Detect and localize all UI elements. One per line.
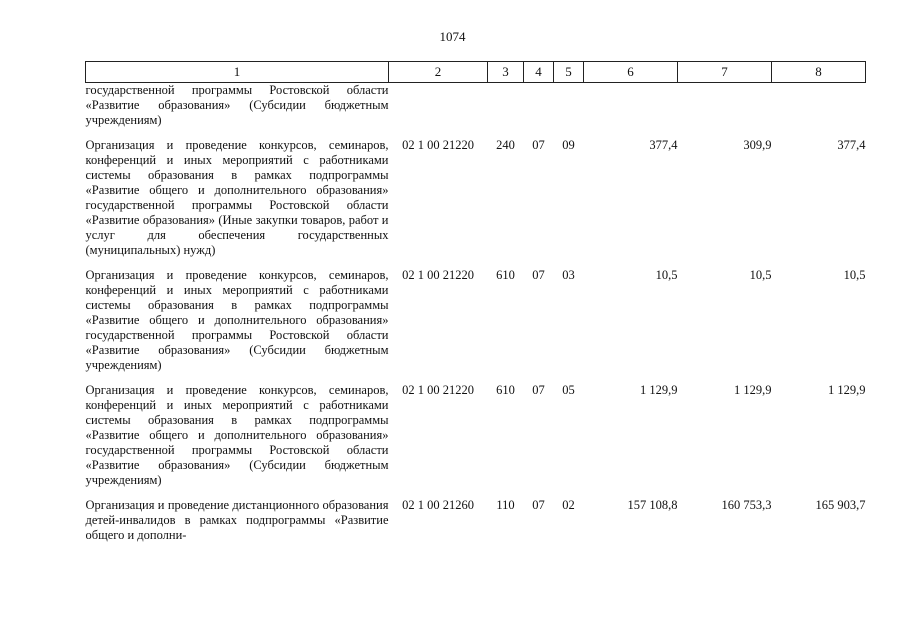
row-value-8: 165 903,7 xyxy=(815,498,866,512)
table-header-row xyxy=(86,62,866,83)
row-description: Организация и проведение дистанционного образования детей-инвалидов в рамках подпрограммы «Развитие общего и дополни- xyxy=(85,498,389,542)
row-value-8: 377,4 xyxy=(837,138,866,152)
row-subsection: 02 xyxy=(562,498,575,512)
row-expense-type: 110 xyxy=(496,498,515,512)
row-section: 07 xyxy=(532,268,545,282)
col-header-2: 2 xyxy=(389,62,488,83)
row-value-8 xyxy=(772,83,866,129)
table-row xyxy=(86,268,866,373)
table-row xyxy=(86,138,866,258)
row-expense-type xyxy=(488,83,524,129)
row-target-article: 02 1 00 21220 xyxy=(402,138,474,152)
col-header-1: 1 xyxy=(86,62,389,83)
row-target-article xyxy=(389,83,488,129)
row-subsection xyxy=(554,83,584,129)
row-value-7 xyxy=(678,83,772,129)
row-value-6: 1 129,9 xyxy=(640,383,678,397)
row-value-8: 10,5 xyxy=(843,268,866,282)
row-target-article: 02 1 00 21260 xyxy=(402,498,474,512)
row-section: 07 xyxy=(532,138,545,152)
row-section: 07 xyxy=(532,383,545,397)
row-value-6: 10,5 xyxy=(655,268,678,282)
row-subsection: 09 xyxy=(562,138,575,152)
table-row xyxy=(86,498,866,543)
row-description: Организация и проведение конкурсов, семинаров, конференций и иных мероприятий с работниками системы образования в рамках подпрограммы «Развитие общего и дополнительного образования» государственной программы Ростовской области «Развитие образования» (Субсидии бюджетным учреждениям) xyxy=(85,383,389,487)
row-target-article: 02 1 00 21220 xyxy=(402,268,474,282)
row-spacer xyxy=(86,128,866,138)
row-expense-type: 240 xyxy=(496,138,515,152)
col-header-8: 8 xyxy=(772,62,866,83)
row-spacer xyxy=(86,373,866,383)
row-description: Организация и проведение конкурсов, семинаров, конференций и иных мероприятий с работниками системы образования в рамках подпрограммы «Развитие общего и дополнительного образования» государственной программы Ростовской области «Развитие образования» (Иные закупки товаров, работ и услуг для обеспечения государственных (муниципальных) нужд) xyxy=(85,138,389,257)
row-subsection: 03 xyxy=(562,268,575,282)
budget-table xyxy=(85,61,866,543)
table-row xyxy=(86,83,866,129)
row-target-article: 02 1 00 21220 xyxy=(402,383,474,397)
row-section xyxy=(524,83,554,129)
row-value-6 xyxy=(584,83,678,129)
page-number: 1074 xyxy=(439,29,466,44)
row-subsection: 05 xyxy=(562,383,575,397)
row-description: Организация и проведение конкурсов, семинаров, конференций и иных мероприятий с работниками системы образования в рамках подпрограммы «Развитие общего и дополнительного образования» государственной программы Ростовской области «Развитие образования» (Субсидии бюджетным учреждениям) xyxy=(85,268,389,372)
row-description: государственной программы Ростовской области «Развитие образования» (Субсидии бюджетным учреждениям) xyxy=(85,83,389,127)
row-value-7: 309,9 xyxy=(743,138,772,152)
row-value-7: 1 129,9 xyxy=(734,383,772,397)
row-value-7: 160 753,3 xyxy=(721,498,772,512)
row-spacer xyxy=(86,488,866,498)
col-header-6: 6 xyxy=(584,62,678,83)
col-header-3: 3 xyxy=(488,62,524,83)
row-value-8: 1 129,9 xyxy=(828,383,866,397)
row-value-6: 377,4 xyxy=(649,138,678,152)
col-header-7: 7 xyxy=(678,62,772,83)
row-spacer xyxy=(86,258,866,268)
table-row xyxy=(86,383,866,488)
col-header-5: 5 xyxy=(554,62,584,83)
row-section: 07 xyxy=(532,498,545,512)
row-value-7: 10,5 xyxy=(749,268,772,282)
row-expense-type: 610 xyxy=(496,383,515,397)
col-header-4: 4 xyxy=(524,62,554,83)
row-expense-type: 610 xyxy=(496,268,515,282)
row-value-6: 157 108,8 xyxy=(627,498,678,512)
